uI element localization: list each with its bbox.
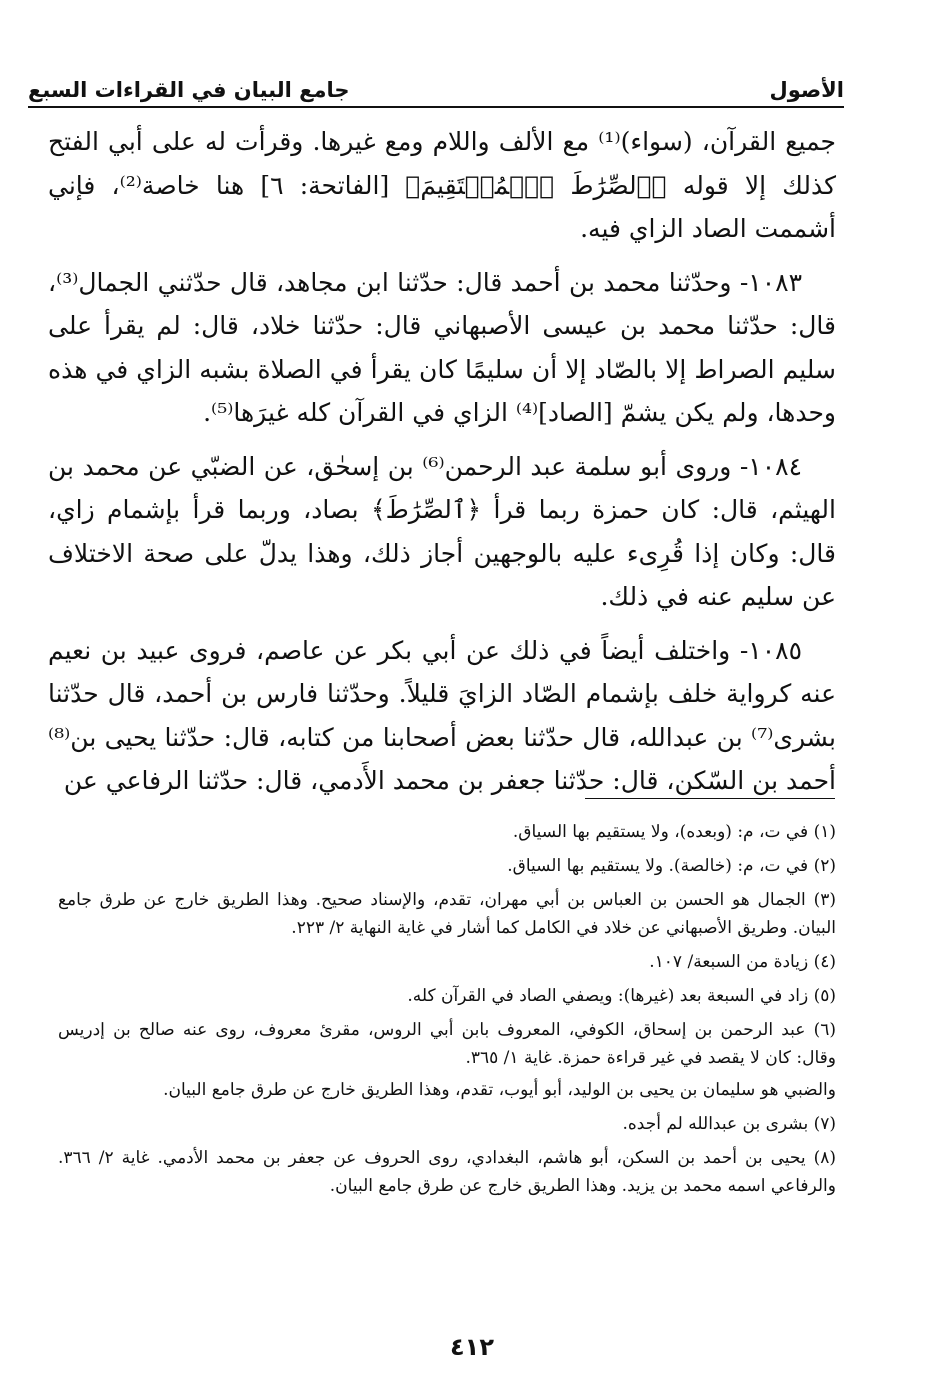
footnote: (٧) بشرى بن عبدالله لم أجده. — [622, 1114, 836, 1134]
paragraph: ١٠٨٤- وروى أبو سلمة عبد الرحمن⁽⁶⁾ بن إسحٰق، عن الضبّي عن محمد بن الهيثم، قال: كان حمزة ربما قرأ ﴿ٱلصِّرَٰطَ﴾ بصاد، وربما قرأ بإشمام زاي، قال: وكان إذا قُرِىء عليه بالوجهين أجاز ذلك، وهذا يدلّ على صحة الاختلاف عن سليم عنه في ذلك. — [48, 451, 836, 611]
footnote: (٥) زاد في السبعة بعد (غيرها): ويصفي الصاد في القرآن كله. — [407, 986, 836, 1006]
footnote: (٦) عبد الرحمن بن إسحاق، الكوفي، المعروف بابن أبي الروس، مقرئ معروف، روى عنه صالح بن إدريس وقال: كان لا يقصد في غير قراءة حمزة. غاية ١/ ٣٦٥. — [58, 1020, 836, 1068]
footnotes — [58, 818, 836, 1206]
footnote: (٤) زيادة من السبعة/ ١٠٧. — [649, 952, 836, 972]
header-section-title: الأصول — [769, 78, 844, 102]
paragraph: ١٠٨٥- واختلف أيضاً في ذلك عن أبي بكر عن عاصم، فروى عبيد بن نعيم عنه كرواية خلف بإشمام الصّاد الزايَ قليلاً. وحدّثنا فارس بن أحمد، قال حدّثنا بشرى⁽⁷⁾ بن عبدالله، قال حدّثنا بعض أصحابنا من كتابه، قال: حدّثنا يحيى بن⁽⁸⁾ أحمد بن السّكن، قال: حدّثنا جعفر بن محمد الأَدمي، قال: حدّثنا الرفاعي عن — [48, 635, 836, 795]
page-number: ٤١٢ — [450, 1333, 494, 1361]
footnote-separator — [585, 798, 835, 799]
main-text — [48, 120, 836, 813]
footnote: (١) في ت، م: (وبعده)، ولا يستقيم بها السياق. — [512, 822, 836, 842]
paragraph: جميع القرآن، (سواء)⁽¹⁾ مع الألف واللام ومع غيرها. وقرأت له على أبي الفتح كذلك إلا قوله ﴿ٱلصِّرَٰطَ ٱلۡمُسۡتَقِيمَ﴾ [الفاتحة: ٦] هنا خاصة⁽²⁾، فإني أشممت الصاد الزاي فيه. — [48, 127, 836, 243]
footnote: (٨) يحيى بن أحمد بن السكن، أبو هاشم، البغدادي، روى الحروف عن جعفر بن محمد الأدمي. غاية ٢/ ٣٦٦. والرفاعي اسمه محمد بن يزيد. وهذا الطريق خارج عن طرق جامع البيان. — [58, 1148, 836, 1196]
running-header — [28, 66, 844, 102]
header-rule — [28, 106, 844, 108]
footnote: (٢) في ت، م: (خالصة). ولا يستقيم بها السياق. — [507, 856, 836, 876]
header-book-title: جامع البيان في القراءات السبع — [28, 78, 350, 102]
footnote-continuation: والضبي هو سليمان بن يحيى بن الوليد، أبو أيوب، تقدم، وهذا الطريق خارج عن طرق جامع البيان. — [163, 1080, 836, 1100]
footnote: (٣) الجمال هو الحسن بن العباس بن أبي مهران، تقدم، والإسناد صحيح. وهذا الطريق خارج عن طرق جامع البيان. وطريق الأصبهاني عن خلاد في الكامل كما أشار في غاية النهاية ٢/ ٢٢٣. — [58, 890, 836, 938]
paragraph: ١٠٨٣- وحدّثنا محمد بن أحمد قال: حدّثنا ابن مجاهد، قال حدّثني الجمال⁽³⁾، قال: حدّثنا محمد بن عيسى الأصبهاني قال: حدّثنا خلاد، قال: لم يقرأ على سليم الصراط إلا بالصّاد إلا أن سليمًا كان يقرأ في الصلاة بشبه الزاي في هذه وحدها، ولم يكن يشمّ [الصاد]⁽⁴⁾ الزاي في القرآن كله غيرَها⁽⁵⁾. — [48, 267, 836, 427]
